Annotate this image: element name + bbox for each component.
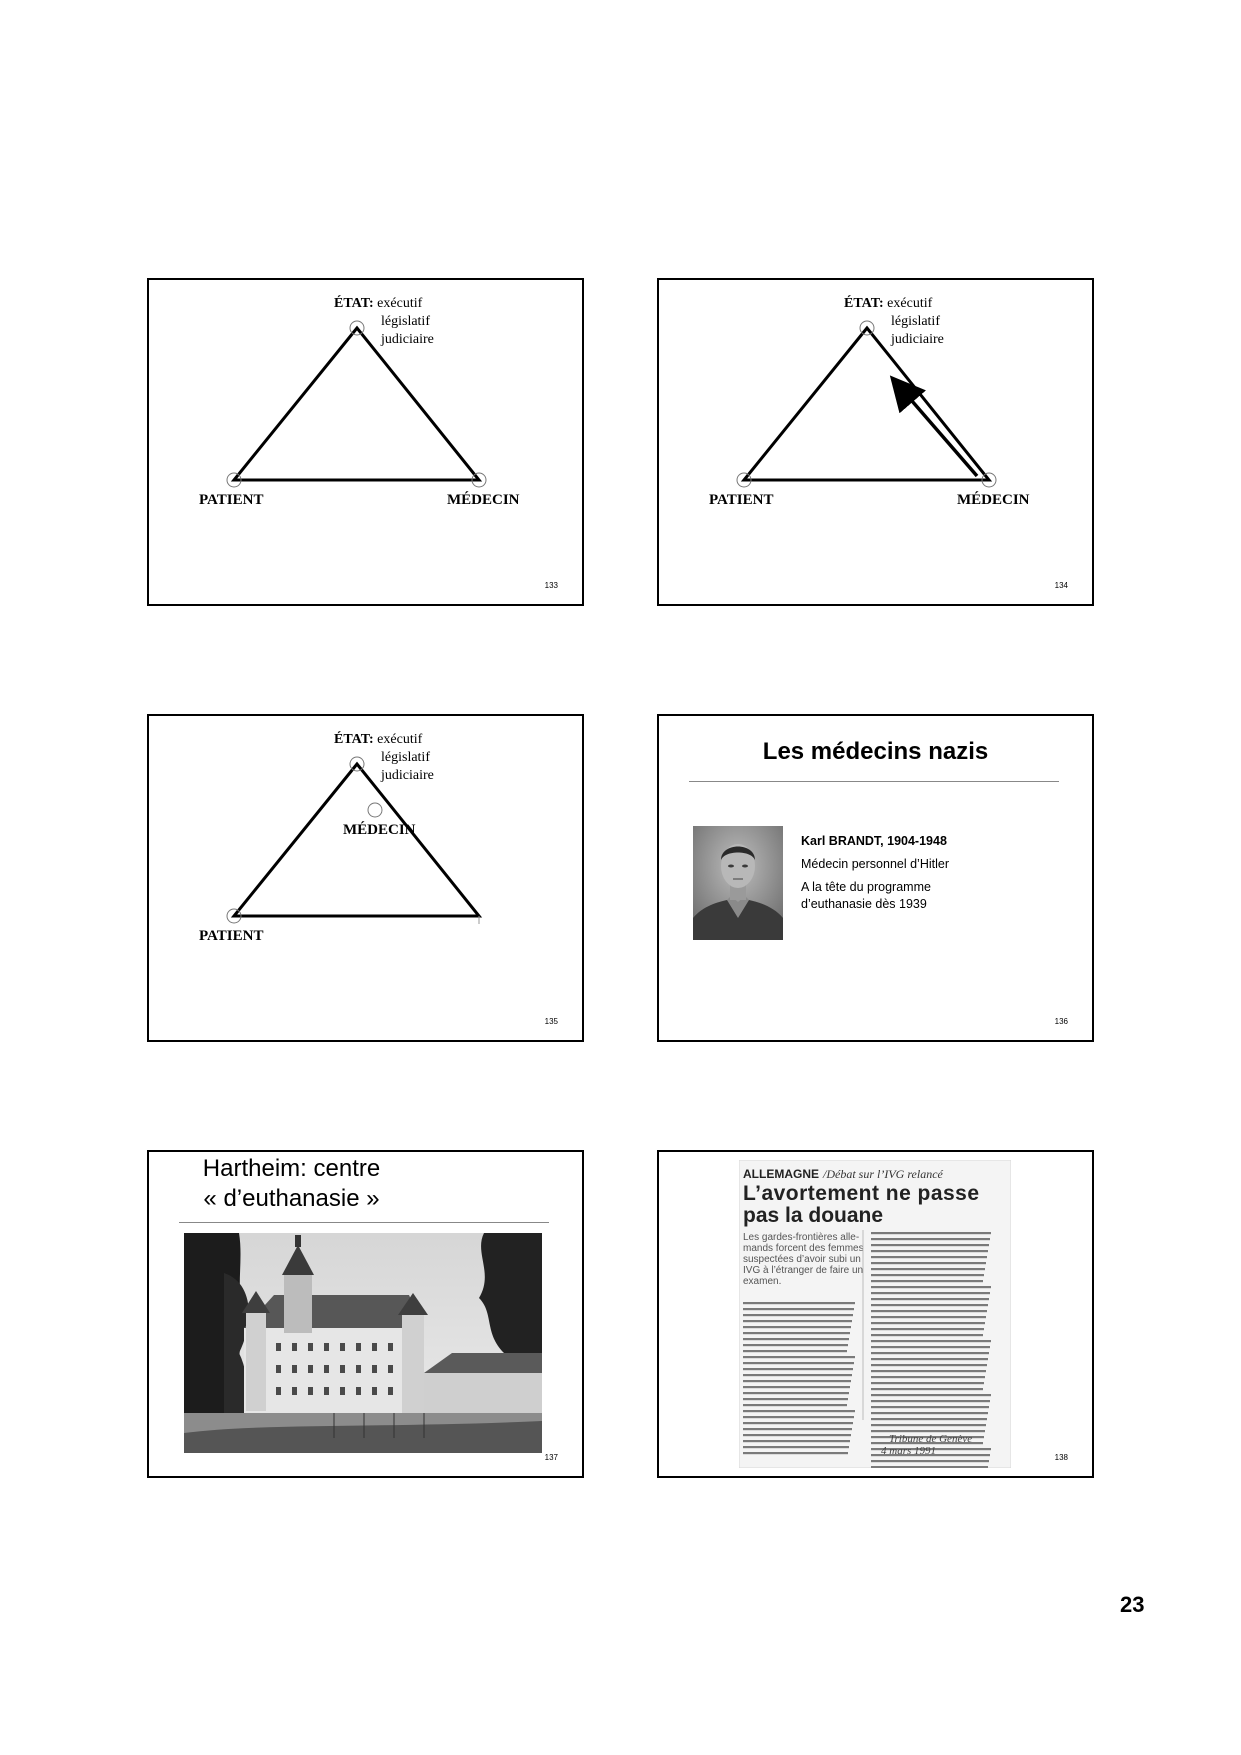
news-body-line xyxy=(871,1256,987,1258)
news-body-line xyxy=(871,1322,985,1324)
news-body-line xyxy=(871,1298,989,1300)
news-body-line xyxy=(871,1382,984,1384)
power-executif: exécutif xyxy=(377,296,423,311)
news-body-line xyxy=(871,1466,988,1468)
news-body-line xyxy=(743,1374,852,1376)
patient-label: PATIENT xyxy=(199,492,264,508)
newspaper-clipping xyxy=(739,1160,1011,1468)
news-body-line xyxy=(743,1392,849,1394)
etat-label: ÉTAT: xyxy=(334,732,374,747)
news-body-line xyxy=(871,1268,985,1270)
news-body-line xyxy=(743,1416,854,1418)
person-program-2: d’euthanasie dès 1939 xyxy=(801,897,927,911)
news-body-line xyxy=(871,1358,988,1360)
news-body-line xyxy=(871,1232,991,1234)
slide-number: 136 xyxy=(1054,1017,1068,1026)
news-body-line xyxy=(743,1356,855,1358)
castle-photo xyxy=(184,1233,542,1453)
news-body-line xyxy=(871,1340,991,1342)
news-body-line xyxy=(743,1446,849,1448)
news-body-line xyxy=(871,1328,984,1330)
news-body-line xyxy=(743,1398,848,1400)
news-kicker-country: ALLEMAGNE xyxy=(743,1167,819,1181)
slide-134 xyxy=(657,278,1094,606)
news-body-line xyxy=(871,1244,989,1246)
slide-title xyxy=(149,1154,434,1214)
slide-number: 137 xyxy=(544,1453,558,1462)
power-executif: exécutif xyxy=(887,296,933,311)
news-body-line xyxy=(743,1452,848,1454)
power-legislatif: législatif xyxy=(381,314,430,329)
arrow-medecin-to-etat xyxy=(899,386,977,476)
news-body-line xyxy=(871,1364,987,1366)
slide-138 xyxy=(657,1150,1094,1478)
patient-label: PATIENT xyxy=(199,928,264,944)
news-body-line xyxy=(743,1314,853,1316)
medecin-label: MÉDECIN xyxy=(957,492,1030,508)
news-body-line xyxy=(743,1320,852,1322)
power-executif: exécutif xyxy=(377,732,423,747)
news-body-line xyxy=(871,1346,990,1348)
news-body-line xyxy=(743,1434,851,1436)
news-body-line xyxy=(871,1286,991,1288)
slide-137 xyxy=(147,1150,584,1478)
news-body-line xyxy=(743,1428,852,1430)
slide-133 xyxy=(147,278,584,606)
etat-label: ÉTAT: xyxy=(844,296,884,311)
news-lead-4: IVG à l’étranger de faire un xyxy=(743,1265,864,1276)
person-name: Karl BRANDT, 1904-1948 xyxy=(801,834,947,848)
news-body-line xyxy=(871,1388,983,1390)
news-lead-2: mands forcent des femmes xyxy=(743,1243,864,1254)
power-judiciaire: judiciaire xyxy=(381,332,434,347)
news-body-line xyxy=(871,1418,987,1420)
etat-label: ÉTAT: xyxy=(334,296,374,311)
news-body-line xyxy=(743,1422,853,1424)
news-headline-2: pas la douane xyxy=(743,1204,884,1227)
power-legislatif: législatif xyxy=(381,750,430,765)
news-body-line xyxy=(871,1412,988,1414)
slide-number: 138 xyxy=(1054,1453,1068,1462)
news-body-line xyxy=(743,1302,855,1304)
portrait-photo xyxy=(693,826,783,940)
news-body-line xyxy=(871,1262,986,1264)
medecin-label: MÉDECIN xyxy=(343,822,416,838)
news-body-line xyxy=(871,1274,984,1276)
news-body-line xyxy=(871,1292,990,1294)
news-body-line xyxy=(743,1440,850,1442)
brandt-caption xyxy=(801,833,949,913)
power-judiciaire: judiciaire xyxy=(891,332,944,347)
title-divider xyxy=(689,781,1059,782)
news-body-line xyxy=(871,1280,983,1282)
news-body-line xyxy=(871,1430,985,1432)
medecin-label: MÉDECIN xyxy=(447,492,520,508)
person-program-1: A la tête du programme xyxy=(801,880,931,894)
news-body-line xyxy=(743,1362,854,1364)
news-body-line xyxy=(871,1310,987,1312)
news-headline-1: L’avortement ne passe xyxy=(743,1182,979,1205)
news-body-line xyxy=(743,1386,850,1388)
news-body-line xyxy=(871,1400,990,1402)
news-body-line xyxy=(743,1404,847,1406)
etat-label-block xyxy=(334,295,434,349)
slide-136 xyxy=(657,714,1094,1042)
title-divider xyxy=(179,1222,549,1223)
news-lead-1: Les gardes-frontières alle- xyxy=(743,1232,860,1243)
slide-number: 135 xyxy=(544,1017,558,1026)
news-body-line xyxy=(871,1304,988,1306)
news-body-line xyxy=(871,1406,989,1408)
news-kicker-topic: /Débat sur l’IVG relancé xyxy=(823,1167,943,1181)
news-lead-3: suspectées d’avoir subi un xyxy=(743,1254,861,1265)
news-body-line xyxy=(871,1250,988,1252)
news-body-line xyxy=(871,1394,991,1396)
news-body-line xyxy=(743,1308,854,1310)
news-body-line xyxy=(871,1424,986,1426)
news-body-line xyxy=(743,1368,853,1370)
person-role: Médecin personnel d’Hitler xyxy=(801,857,949,871)
news-body-line xyxy=(743,1344,848,1346)
title-line-2: « d’euthanasie » xyxy=(203,1185,380,1212)
news-body-line xyxy=(743,1350,847,1352)
news-body-line xyxy=(743,1326,851,1328)
page-number: 23 xyxy=(1120,1592,1145,1617)
news-body-line xyxy=(743,1380,851,1382)
slide-number: 134 xyxy=(1054,581,1068,590)
news-body-line xyxy=(871,1460,989,1462)
news-handwritten-date: 4 mars 1991 xyxy=(881,1445,937,1457)
news-body-line xyxy=(743,1338,849,1340)
news-handwritten-source: Tribune de Genève xyxy=(889,1433,973,1445)
etat-label-block xyxy=(844,295,944,349)
news-lead-5: examen. xyxy=(743,1276,782,1287)
news-body-line xyxy=(871,1376,985,1378)
title-line-1: Hartheim: centre xyxy=(202,1155,381,1182)
slide-title: Les médecins nazis xyxy=(762,738,989,765)
slide-135 xyxy=(147,714,584,1042)
news-body-line xyxy=(743,1332,850,1334)
etat-label-block xyxy=(334,731,434,785)
power-judiciaire: judiciaire xyxy=(381,768,434,783)
news-body-line xyxy=(871,1370,986,1372)
power-legislatif: législatif xyxy=(891,314,940,329)
news-body-line xyxy=(871,1316,986,1318)
news-body-line xyxy=(871,1238,990,1240)
news-body-line xyxy=(871,1334,983,1336)
patient-label: PATIENT xyxy=(709,492,774,508)
slide-number: 133 xyxy=(544,581,558,590)
news-body-line xyxy=(743,1410,855,1412)
news-body-line xyxy=(871,1352,989,1354)
